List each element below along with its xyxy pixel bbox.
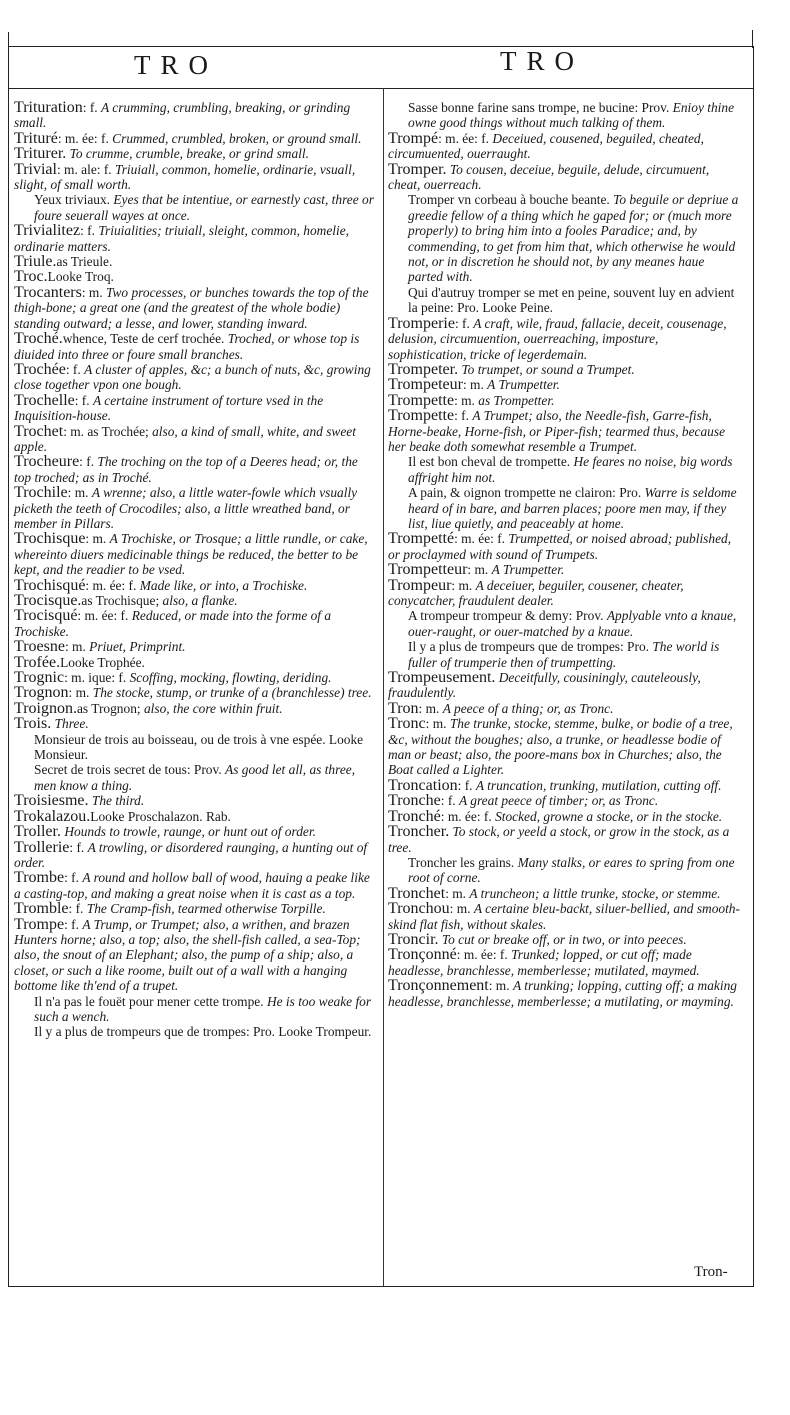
dictionary-entry [14,454,374,485]
headword: Triule. [14,253,57,271]
dictionary-entry [14,593,374,608]
definition: Two processes, or bunches towards the top of the thigh-bone; a great one (and the greatest of the whole bodie) standing outward; a lesse, and lower, standing inward. [14,284,369,331]
headword: Tronchet [388,884,446,902]
definition: The trunke, stocke, stemme, bulke, or bodie of a tree, &c, without the boughes; also, a trunke, or headlesse bodie of man or beast; also, the poore-mans box in Churches; also, the Boat called a Lighter. [388,716,733,778]
definition: To cut or breake off, or in two, or into peeces. [441,931,687,947]
dictionary-entry [14,269,374,284]
headword: Troller. [14,823,61,841]
subentry-phrase: Il y a plus de trompeurs que de trompes: Pro. Looke Trompeur. [34,1024,372,1040]
headword: Trognon [14,684,69,702]
headword: Trompetteur [388,561,468,579]
definition: To trumpet, or sound a Trumpet. [461,361,635,377]
dictionary-entry [14,331,374,362]
definition: To cousen, deceiue, beguile, delude, circumuent, cheat, ouerreach. [388,161,710,193]
dictionary-entry [14,701,374,716]
definition: A great peece of timber; or, as Tronc. [458,793,659,809]
page-bottom-rule [8,1286,754,1287]
headword: Trochile [14,484,68,502]
definition: Trunked; lopped, or cut off; made headlesse, branchlesse, memberlesse; mutilated, maymed. [388,947,700,978]
grammar-note: : m. [425,716,447,732]
definition: To crumme, crumble, breake, or grind small. [69,146,309,162]
grammar-note: : m. ique: f. [64,670,127,686]
definition: A trowling, or disordered raunging, a hunting out of order. [14,839,368,870]
headword: Trochée [14,360,66,378]
definition: A round and hollow ball of wood, hauing a peake like a casting-top, and making a great noise when it is cast as a top. [14,870,370,901]
subentry-definition: Applyable vnto a knaue, ouer-raught, or ouer-matched by a knaue. [408,608,737,639]
headword: Troisiesme. [14,792,89,810]
dictionary-entry [14,655,374,670]
subentry-phrase: Il est bon cheval de trompette. [408,454,571,470]
dictionary-entry [14,685,374,700]
definition: The Cramp-fish, tearmed otherwise Torpille. [86,901,326,917]
running-head-right: TRO [500,46,584,76]
dictionary-subentry [388,608,740,639]
dictionary-entry [388,670,740,701]
dictionary-entry [388,932,740,947]
subentry-definition: Many stalks, or eares to spring from one root of corne. [408,854,735,886]
dictionary-entry [14,485,374,531]
dictionary-entry [388,316,740,362]
grammar-note: : f. [457,777,473,793]
headword: Tronçonnement [388,977,489,995]
definition: Triuiall, common, homelie, ordinarie, vsuall, slight, of small worth. [14,161,356,193]
dictionary-entry [388,901,740,932]
headword: Trollerie [14,838,70,856]
subentry-definition: The world is fuller of trumperie then of trumpetting. [408,639,720,670]
subentry-phrase: Secret de trois secret de tous: Prov. [34,762,222,778]
definition: also, the core within fruit. [143,700,283,716]
headword: Tromble [14,900,69,918]
dictionary-entry [388,162,740,193]
headword: Troesne [14,638,65,656]
headword: Trocanters [14,283,82,301]
dictionary-entry [14,131,374,146]
subentry-phrase: Yeux triviaux. [34,192,111,208]
headword: Tronchou [388,900,450,918]
dictionary-entry [388,947,740,978]
definition: Priuet, Primprint. [89,639,186,655]
headword: Trocisqué [14,607,78,625]
headword: Tromperie [388,314,455,332]
headword: Trompeur [388,576,452,594]
column-divider [383,88,384,1286]
dictionary-entry [14,223,374,254]
grammar-note: : f. [80,223,95,239]
grammar-note: : m. ée: f. [85,577,137,593]
headword: Triturer. [14,145,67,163]
subentry-phrase: A pain, & oignon trompette ne clairon: Pro. [408,485,642,501]
definition: A certaine instrument of torture vsed in the Inquisition-house. [14,392,324,424]
dictionary-entry [14,639,374,654]
dictionary-subentry [388,485,740,531]
dictionary-entry [388,578,740,609]
headword: Troncher. [388,823,450,841]
dictionary-subentry [14,1024,374,1039]
grammar-note: : f. [65,361,81,377]
definition: Troched, or whose top is diuided into three or foure small branches. [14,331,360,362]
definition: A crumming, crumbling, breaking, or grinding small. [14,100,351,131]
headword: Trompeusement. [388,669,496,687]
headword: Trompette [388,391,455,409]
definition: Three. [54,716,89,732]
headword: Trivial [14,160,57,178]
definition: To stock, or yeeld a stock, or grow in the stock, as a tree. [388,824,730,855]
headword: Trognic [14,669,65,687]
grammar-note: : f. [68,901,84,917]
headword: Trombe [14,869,65,887]
definition: A truncation, trunking, mutilation, cutting off. [475,777,722,793]
definition: Made like, or into, a Trochiske. [139,577,308,593]
grammar-note: : f. [440,793,456,809]
headword: Trompe [14,915,65,933]
dictionary-entry [14,578,374,593]
headword: Trompé [388,129,439,147]
grammar-note: : m. ée: f. [57,130,109,146]
grammar-note: : m. [68,685,90,701]
dictionary-entry [14,716,374,731]
dictionary-entry [388,793,740,808]
headword: Tronche [388,792,441,810]
headword: Troncation [388,776,458,794]
dictionary-entry [388,716,740,778]
grammar-note: : m. [64,639,86,655]
subentry-definition: He feares no noise, big words affright him not. [408,454,733,485]
catchword: Tron- [694,1264,728,1280]
headword: Troncir. [388,930,439,948]
grammar-note: : m. [467,562,489,578]
dictionary-subentry [388,454,740,485]
definition: The troching on the top of a Deeres head; or, the top troched; as in Troché. [14,454,358,485]
dictionary-entry [14,531,374,577]
dictionary-subentry [388,192,740,284]
definition: Triuialities; triuiall, sleight, common, homelie, ordinarie matters. [14,223,350,254]
dictionary-entry [14,393,374,424]
dictionary-entry [14,162,374,193]
definition: A cluster of apples, &c; a bunch of nuts, &c, growing close together vpon one bough. [14,361,371,393]
headword: Tronçonné [388,946,457,964]
dictionary-entry [388,408,740,454]
dictionary-entry [388,824,740,855]
dictionary-entry [14,285,374,331]
running-head-left: TRO [134,50,218,80]
subentry-phrase: Il n'a pas le fouët pour mener cette trompe. [34,993,264,1009]
headword: Trochisque [14,530,86,548]
dictionary-entry [388,531,740,562]
definition: Stocked, growne a stocke, or in the stocke. [495,808,723,824]
grammar-note: : f. [64,916,79,932]
definition: A wrenne; also, a little water-fowle which vsually picketh the teeth of Crocodiles; also, a little wreathed band, or member in Pillars. [14,485,358,531]
headword: Trituré [14,129,58,147]
headword: Trochisqué [14,576,86,594]
grammar-note: : m. [445,885,467,901]
grammar-note: as Trieule. [56,254,113,270]
grammar-note: : f. [454,408,469,424]
dictionary-entry [14,254,374,269]
definition: A trunking; lopping, cutting off; a making headlesse, branchlesse, memberlesse; a mutilating, or mayming. [388,978,737,1009]
grammar-note: : f. [74,392,90,408]
headword: Trivialitez [14,222,81,240]
grammar-note: Looke Trophée. [60,654,145,670]
dictionary-entry [14,424,374,455]
grammar-note: : m. [462,377,484,393]
headword: Trois. [14,715,52,733]
definition: Trumpetted, or noised abroad; published, or proclaymed with sound of Trumpets. [388,531,732,562]
grammar-note: : m. [67,485,89,501]
grammar-note: : m. as Trochée; [63,423,149,439]
dictionary-subentry [14,732,374,763]
definition: The third. [91,793,145,809]
dictionary-entry [388,377,740,392]
definition: A truncheon; a little trunke, stocke, or stemme. [469,885,721,901]
grammar-note: : m. ée: f. [438,130,490,146]
grammar-note: whence, Teste de cerf trochée. [62,331,225,347]
definition: A Trumpet; also, the Needle-fish, Garre-fish, Horne-beake, Horne-fish, or Piper-fish; tearmed thus, because her beake doth somewhat resemble a Trumpet. [388,408,726,454]
dictionary-subentry [388,855,740,886]
grammar-note: : f. [82,100,98,115]
headword: Trompette [388,407,455,425]
headword: Trompetté [388,530,455,548]
grammar-note: : m. ée: f. [454,531,506,547]
headword: Tron [388,699,419,717]
definition: A Trumpetter. [487,377,560,393]
grammar-note: : m. ale: f. [56,161,112,177]
grammar-note: : m. ée: f. [77,608,129,624]
headword: Tromper. [388,160,447,178]
grammar-note: : m. ée: f. [456,947,508,963]
subentry-definition: Enioy thine owne good things without much talking of them. [408,100,735,131]
definition: A deceiuer, beguiler, cousener, cheater, conycatcher, fraudulent dealer. [388,577,684,608]
dictionary-entry [388,362,740,377]
dictionary-entry [14,670,374,685]
headword: Troignon. [14,699,77,717]
dictionary-entry [388,393,740,408]
headword: Trompeter. [388,360,459,378]
grammar-note: : f. [69,839,85,855]
definition: Reduced, or made into the forme of a Trochiske. [14,608,332,639]
definition: A Trumpetter. [491,562,565,578]
grammar-note: : f. [64,870,79,886]
headword: Trofée. [14,653,61,671]
headword: Trituration [14,99,83,116]
dictionary-entry [14,870,374,901]
subentry-phrase: A trompeur trompeur & demy: Prov. [408,608,604,624]
definition: as Trompetter. [478,392,555,408]
headword: Troc. [14,268,48,286]
dictionary-subentry [14,762,374,793]
grammar-note: Looke Proschalazon. Rab. [90,808,231,824]
grammar-note: : m. [418,700,440,716]
definition: also, a kind of small, white, and sweet apple. [14,423,356,454]
dictionary-entry [388,778,740,793]
headword: Tronc [388,715,426,733]
subentry-phrase: Monsieur de trois au boisseau, ou de trois à vne espée. Looke Monsieur. [34,731,364,763]
definition: Crummed, crumbled, broken, or ground small. [112,130,362,146]
headword: Trompeteur [388,376,463,394]
headword: Trocheure [14,453,80,471]
subentry-definition: Warre is seldome heard of in bare, and barren places; poore men may, if they list, liue quietly, and peaceably at home. [408,485,737,531]
dictionary-subentry [14,994,374,1025]
definition: Hounds to trowle, raunge, or hunt out of order. [64,824,316,840]
definition: A certaine bleu-backt, siluer-bellied, and smooth-skind flat fish, without skales. [388,901,740,932]
subentry-phrase: Il y a plus de trompeurs que de trompes: Pro. [408,639,649,655]
headword: Trokalazou. [14,807,91,825]
dictionary-entry [14,362,374,393]
definition: Deceitfully, cousiningly, cauteleously, fraudulently. [388,670,701,701]
dictionary-entry [14,840,374,871]
subentry-definition: As good let all, as three, men know a thing. [34,762,356,793]
right-column [388,100,740,1009]
subentry-definition: Eyes that be intentiue, or earnestly cast, three or foure seuerall wayes at once. [34,192,374,223]
dictionary-entry [14,608,374,639]
grammar-note: : m. [81,284,103,300]
subentry-definition: He is too weake for such a wench. [34,993,372,1024]
definition: Scoffing, mocking, flowting, deriding. [129,670,332,686]
dictionary-subentry [388,100,740,131]
headword: Trochet [14,422,64,440]
headword: Tronché [388,807,441,825]
dictionary-entry [14,809,374,824]
grammar-note: : f. [454,315,470,331]
dictionary-entry [14,100,374,131]
definition: A Trochiske, or Trosque; a little rundle, or cake, whereinto diuers medicinable things be reduced, the better to be kept, and the readier to be vsed. [14,531,368,578]
dictionary-entry [14,146,374,161]
grammar-note: : m. ée: f. [440,808,492,824]
grammar-note: : m. [451,577,473,593]
dictionary-entry [388,886,740,901]
dictionary-entry [388,131,740,162]
definition: A craft, wile, fraud, fallacie, deceit, cousenage, delusion, circumuention, ouerreaching, imposture, sophistication, tricke of legerdemain. [388,315,727,362]
definition: A Trump, or Trumpet; also, a writhen, and brazen Hunters horne; also, a top; also, the shell-fish called, a sea-Top; also, the snout of an Elephant; also, the pump of a ship; also, a closet, or such a like roome, built out of a wall with a hanging bottome like th'end of a trupet. [14,916,361,994]
grammar-note: : m. [449,901,471,917]
dictionary-subentry [14,192,374,223]
subentry-definition: To beguile or depriue a greedie fellow of a thing which he gaped for; or (much more properly) to bring him into a fooles Paradice; and, by commending, to get from him that, which otherwise he would not, or in discretion he should not, by any meanes haue parted with. [408,192,739,285]
grammar-note: as Trochisque; [81,593,160,608]
headword: Trochelle [14,391,75,409]
dictionary-entry [388,562,740,577]
dictionary-entry [14,824,374,839]
definition: Deceiued, cousened, beguiled, cheated, circumuented, ouerraught. [388,130,704,162]
dictionary-subentry [388,285,740,316]
headword: Troché. [14,330,63,348]
grammar-note: as Trognon; [76,700,141,716]
dictionary-entry [388,809,740,824]
subentry-phrase: Troncher les grains. [408,854,515,870]
definition: The stocke, stump, or trunke of a (branchlesse) tree. [92,685,372,701]
dictionary-subentry [388,639,740,670]
dictionary-entry [14,793,374,808]
headword: Trocisque. [14,592,82,609]
dictionary-entry [388,978,740,1009]
grammar-note: : m. [454,392,475,408]
dictionary-entry [14,901,374,916]
definition: also, a flanke. [162,593,238,608]
grammar-note: : f. [79,454,95,470]
dictionary-entry [388,701,740,716]
dictionary-entry [14,917,374,994]
grammar-note: : m. [85,531,107,547]
definition: A peece of a thing; or, as Tronc. [442,700,614,716]
grammar-note: : m. [488,978,510,994]
subentry-phrase: Tromper vn corbeau à bouche beante. [408,192,610,208]
grammar-note: Looke Troq. [47,269,114,285]
subentry-phrase: Qui d'autruy tromper se met en peine, souvent luy en advient la peine: Pro. Looke Peine. [408,284,735,316]
left-column [14,100,374,1040]
subentry-phrase: Sasse bonne farine sans trompe, ne bucine: Prov. [408,100,670,115]
